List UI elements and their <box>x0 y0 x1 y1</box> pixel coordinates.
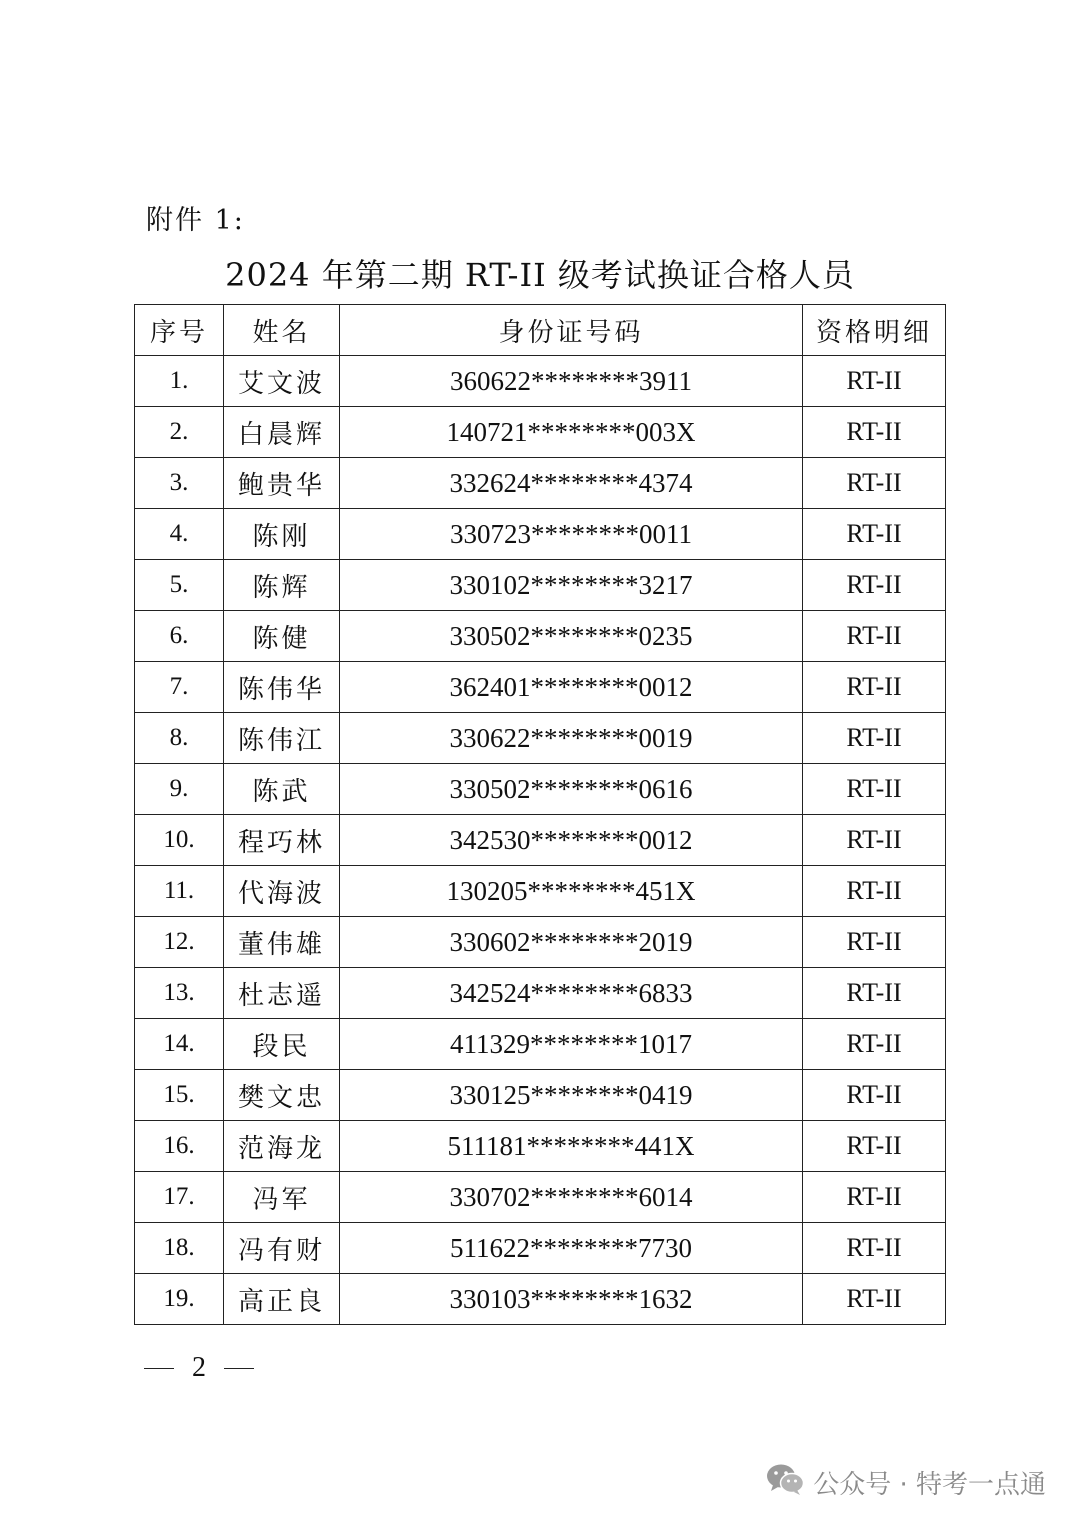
row-serial: 5. <box>135 560 224 611</box>
row-qualification: RT-II <box>803 815 946 866</box>
table-row <box>135 611 946 662</box>
row-qualification: RT-II <box>803 407 946 458</box>
row-name: 冯有财 <box>224 1223 340 1274</box>
header-qualification: 资格明细 <box>803 305 946 356</box>
table-row <box>135 662 946 713</box>
row-serial: 7. <box>135 662 224 713</box>
row-id-number: 511181********441X <box>340 1121 803 1172</box>
row-name: 范海龙 <box>224 1121 340 1172</box>
row-name: 陈辉 <box>224 560 340 611</box>
watermark-text: 公众号 · 特考一点通 <box>813 1470 1046 1500</box>
row-qualification: RT-II <box>803 1019 946 1070</box>
row-id-number: 330502********0235 <box>340 611 803 662</box>
row-qualification: RT-II <box>803 917 946 968</box>
table-row <box>135 1019 946 1070</box>
row-id-number: 330103********1632 <box>340 1274 803 1325</box>
attachment-label: 附件 1: <box>146 205 245 236</box>
row-serial: 9. <box>135 764 224 815</box>
row-id-number: 130205********451X <box>340 866 803 917</box>
row-qualification: RT-II <box>803 866 946 917</box>
row-id-number: 330702********6014 <box>340 1172 803 1223</box>
table-row <box>135 1121 946 1172</box>
row-id-number: 362401********0012 <box>340 662 803 713</box>
wechat-icon <box>765 1462 805 1503</box>
row-serial: 13. <box>135 968 224 1019</box>
header-id-number: 身份证号码 <box>340 305 803 356</box>
row-serial: 4. <box>135 509 224 560</box>
table-row <box>135 968 946 1019</box>
row-qualification: RT-II <box>803 458 946 509</box>
row-id-number: 140721********003X <box>340 407 803 458</box>
row-qualification: RT-II <box>803 1274 946 1325</box>
row-name: 高正良 <box>224 1274 340 1325</box>
row-name: 鲍贵华 <box>224 458 340 509</box>
row-qualification: RT-II <box>803 1070 946 1121</box>
row-id-number: 411329********1017 <box>340 1019 803 1070</box>
row-serial: 16. <box>135 1121 224 1172</box>
row-name: 陈健 <box>224 611 340 662</box>
row-name: 程巧林 <box>224 815 340 866</box>
table-body <box>135 356 946 1325</box>
table-row <box>135 1172 946 1223</box>
row-id-number: 330102********3217 <box>340 560 803 611</box>
row-serial: 6. <box>135 611 224 662</box>
row-name: 段民 <box>224 1019 340 1070</box>
row-id-number: 342524********6833 <box>340 968 803 1019</box>
row-id-number: 342530********0012 <box>340 815 803 866</box>
row-id-number: 330125********0419 <box>340 1070 803 1121</box>
row-name: 董伟雄 <box>224 917 340 968</box>
row-qualification: RT-II <box>803 1172 946 1223</box>
page-number: 2 <box>192 1352 206 1383</box>
row-name: 艾文波 <box>224 356 340 407</box>
row-qualification: RT-II <box>803 509 946 560</box>
row-serial: 15. <box>135 1070 224 1121</box>
row-id-number: 511622********7730 <box>340 1223 803 1274</box>
row-name: 杜志遥 <box>224 968 340 1019</box>
row-id-number: 360622********3911 <box>340 356 803 407</box>
row-name: 樊文忠 <box>224 1070 340 1121</box>
row-serial: 14. <box>135 1019 224 1070</box>
row-qualification: RT-II <box>803 968 946 1019</box>
table-header-row <box>135 305 946 356</box>
row-serial: 19. <box>135 1274 224 1325</box>
table-row <box>135 917 946 968</box>
row-serial: 3. <box>135 458 224 509</box>
row-name: 陈伟华 <box>224 662 340 713</box>
table-row <box>135 815 946 866</box>
row-qualification: RT-II <box>803 356 946 407</box>
row-serial: 8. <box>135 713 224 764</box>
row-qualification: RT-II <box>803 764 946 815</box>
table-row <box>135 458 946 509</box>
header-serial: 序号 <box>135 305 224 356</box>
table-row <box>135 866 946 917</box>
page-footer <box>144 1352 254 1384</box>
row-serial: 18. <box>135 1223 224 1274</box>
row-id-number: 330602********2019 <box>340 917 803 968</box>
row-serial: 10. <box>135 815 224 866</box>
qualified-personnel-table <box>134 304 946 1325</box>
row-qualification: RT-II <box>803 611 946 662</box>
table-row <box>135 1274 946 1325</box>
row-name: 陈武 <box>224 764 340 815</box>
table-row <box>135 1070 946 1121</box>
row-name: 陈刚 <box>224 509 340 560</box>
table-row <box>135 713 946 764</box>
table-row <box>135 560 946 611</box>
table-row <box>135 509 946 560</box>
table-row <box>135 407 946 458</box>
row-id-number: 332624********4374 <box>340 458 803 509</box>
row-id-number: 330622********0019 <box>340 713 803 764</box>
row-qualification: RT-II <box>803 560 946 611</box>
row-qualification: RT-II <box>803 713 946 764</box>
row-serial: 2. <box>135 407 224 458</box>
row-name: 陈伟江 <box>224 713 340 764</box>
page-title: 2024 年第二期 RT-II 级考试换证合格人员 <box>225 256 855 294</box>
footer-dash-right <box>224 1368 254 1369</box>
row-qualification: RT-II <box>803 662 946 713</box>
row-serial: 12. <box>135 917 224 968</box>
table-row <box>135 1223 946 1274</box>
header-name: 姓名 <box>224 305 340 356</box>
row-name: 白晨辉 <box>224 407 340 458</box>
watermark <box>765 1462 1046 1503</box>
table-row <box>135 356 946 407</box>
row-qualification: RT-II <box>803 1121 946 1172</box>
row-serial: 11. <box>135 866 224 917</box>
row-serial: 17. <box>135 1172 224 1223</box>
row-qualification: RT-II <box>803 1223 946 1274</box>
footer-dash-left <box>144 1368 174 1369</box>
row-id-number: 330502********0616 <box>340 764 803 815</box>
row-id-number: 330723********0011 <box>340 509 803 560</box>
row-name: 冯军 <box>224 1172 340 1223</box>
row-serial: 1. <box>135 356 224 407</box>
table-row <box>135 764 946 815</box>
row-name: 代海波 <box>224 866 340 917</box>
